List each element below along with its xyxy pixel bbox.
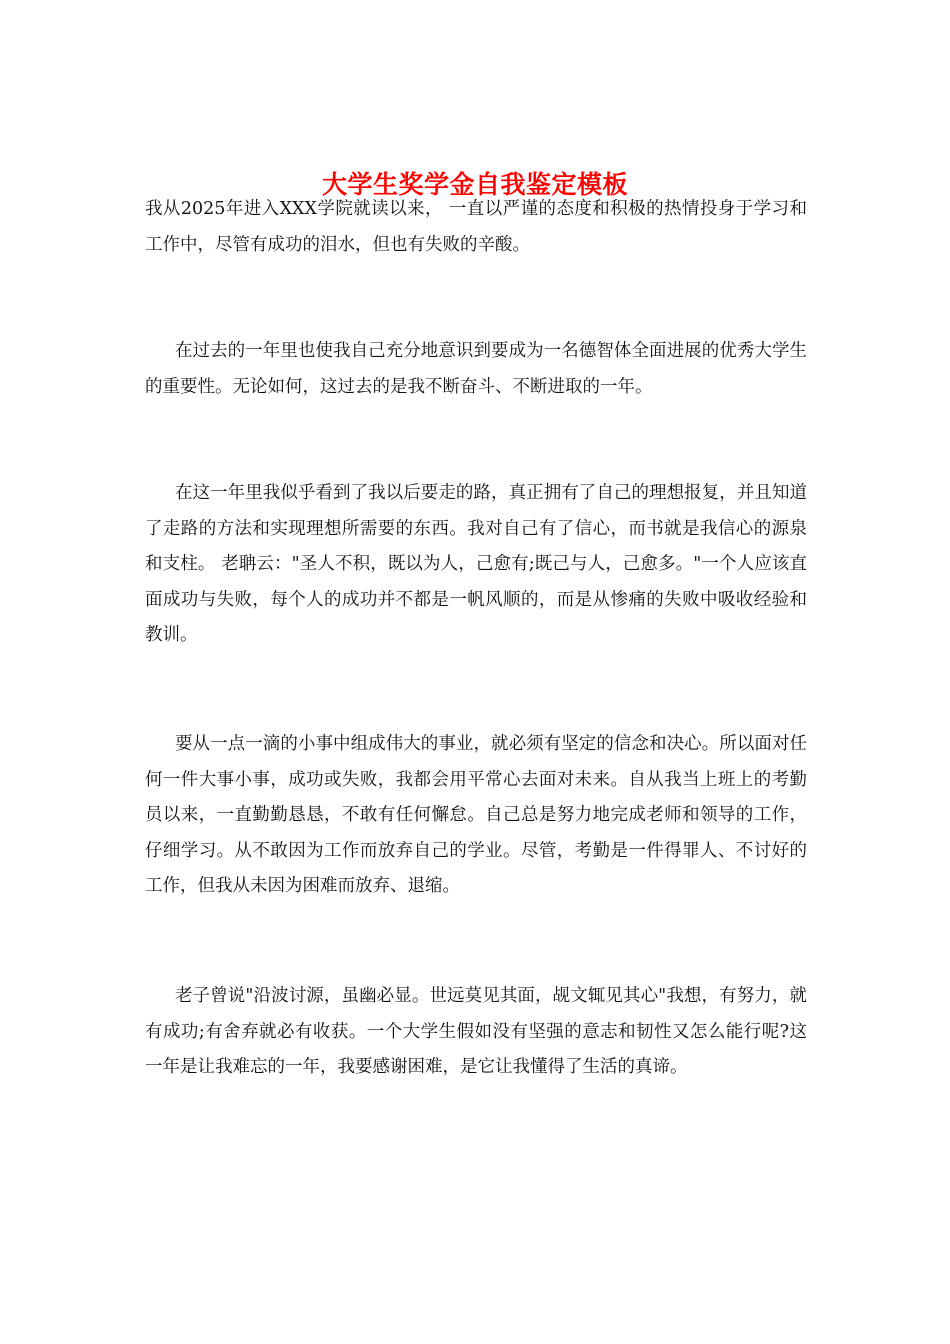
paragraph-2: 在过去的一年里也使我自己充分地意识到要成为一名德智体全面进展的优秀大学生的重要性。无论如何，这过去的是我不断奋斗、不断进取的一年。	[145, 341, 807, 397]
document-title: 大学生奖学金自我鉴定模板	[321, 169, 628, 199]
paragraph-5: 老子曾说"沿波讨源，虽幽必显。世远莫见其面，觇文辄见其心"我想，有努力，就有成功;有舍弃就必有收获。一个大学生假如没有坚强的意志和韧性又怎么能行呢?这一年是让我难忘的一年，我要感谢困难，是它让我懂得了生活的真谛。	[145, 986, 807, 1077]
paragraph-1: 我从2025年进入XXX学院就读以来， 一直以严谨的态度和积极的热情投身于学习和工作中，尽管有成功的泪水，但也有失败的辛酸。	[145, 199, 807, 255]
paragraph-3: 在这一年里我似乎看到了我以后要走的路，真正拥有了自己的理想报复，并且知道了走路的方法和实现理想所需要的东西。我对自己有了信心，而书就是我信心的源泉和支柱。 老聃云："圣人不积，既以为人，己愈有;既己与人，己愈多。"一个人应该直面成功与失败，每个人的成功并不都是一帆风顺的，而是从惨痛的失败中吸收经验和教训。	[145, 483, 807, 645]
paragraph-4: 要从一点一滴的小事中组成伟大的事业，就必须有坚定的信念和决心。所以面对任何一件大事小事，成功或失败，我都会用平常心去面对未来。自从我当上班上的考勤员以来，一直勤勤恳恳，不敢有任何懈怠。自己总是努力地完成老师和领导的工作，仔细学习。从不敢因为工作而放弃自己的学业。尽管，考勤是一件得罪人、不讨好的工作，但我从未因为困难而放弃、退缩。	[145, 734, 807, 896]
